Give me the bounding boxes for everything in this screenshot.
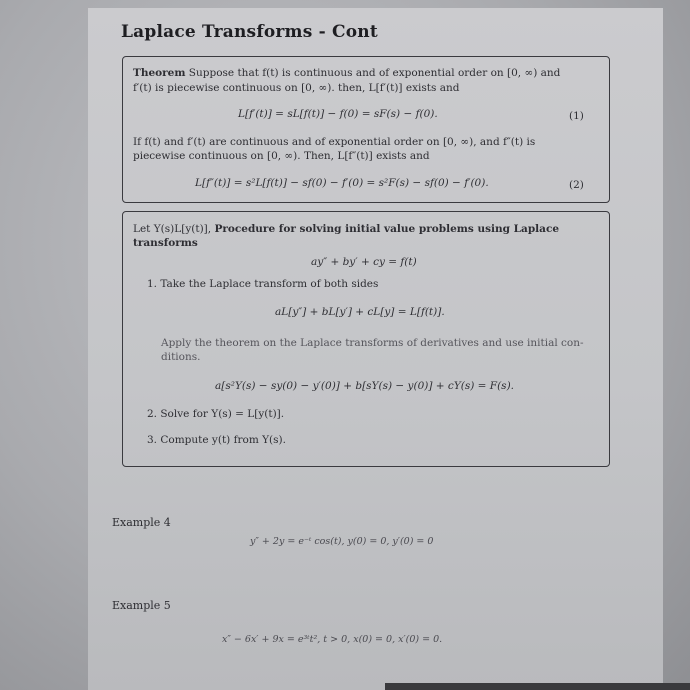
equation-number-1: (1) <box>569 110 584 122</box>
equation-number-2: (2) <box>569 179 584 191</box>
theorem-equation-2: L[f″(t)] = s²L[f(t)] − sf(0) − f′(0) = s²F(s) − sf(0) − f′(0). <box>195 177 489 189</box>
apply-line-1: Apply the theorem on the Laplace transforms of derivatives and use initial con- <box>161 337 584 349</box>
apply-line-2: ditions. <box>161 351 201 363</box>
theorem-equation-1: L[f′(t)] = sL[f(t)] − f(0) = sF(s) − f(0). <box>238 108 438 120</box>
page-title: Laplace Transforms - Cont <box>121 22 378 42</box>
example-4-label: Example 4 <box>112 516 171 529</box>
bottom-edge-bar <box>385 683 690 690</box>
theorem-line-2: f′(t) is piecewise continuous on [0, ∞). then, L[f′(t)] exists and <box>133 82 460 94</box>
theorem-box <box>122 56 610 203</box>
procedure-box <box>122 211 610 467</box>
theorem-line-1: Theorem Suppose that f(t) is continuous and of exponential order on [0, ∞) and <box>133 67 561 79</box>
ode-equation: ay″ + by′ + cy = f(t) <box>311 256 417 268</box>
step-1: 1. Take the Laplace transform of both sides <box>147 278 379 290</box>
procedure-intro-cont: transforms <box>133 237 198 249</box>
example-5-label: Example 5 <box>112 599 171 612</box>
procedure-intro: Let Y(s)L[y(t)], Procedure for solving initial value problems using Laplace <box>133 223 560 235</box>
step-1-equation: aL[y″] + bL[y′] + cL[y] = L[f(t)]. <box>275 306 445 318</box>
document-page <box>88 8 663 690</box>
step-1-equation-2: a[s²Y(s) − sy(0) − y′(0)] + b[sY(s) − y(0)] + cY(s) = F(s). <box>215 380 515 392</box>
example-5-equation: x″ − 6x′ + 9x = e³ᵗt², t > 0, x(0) = 0, x′(0) = 0. <box>222 634 443 645</box>
step-3: 3. Compute y(t) from Y(s). <box>147 434 286 446</box>
theorem-line-4: piecewise continuous on [0, ∞). Then, L[f″(t)] exists and <box>133 150 430 162</box>
step-2: 2. Solve for Y(s) = L[y(t)]. <box>147 408 285 420</box>
example-4-equation: y″ + 2y = e⁻ᵗ cos(t), y(0) = 0, y′(0) = 0 <box>250 536 434 547</box>
theorem-label: Theorem <box>133 67 186 79</box>
theorem-line-3: If f(t) and f′(t) are continuous and of exponential order on [0, ∞), and f″(t) is <box>133 136 536 148</box>
